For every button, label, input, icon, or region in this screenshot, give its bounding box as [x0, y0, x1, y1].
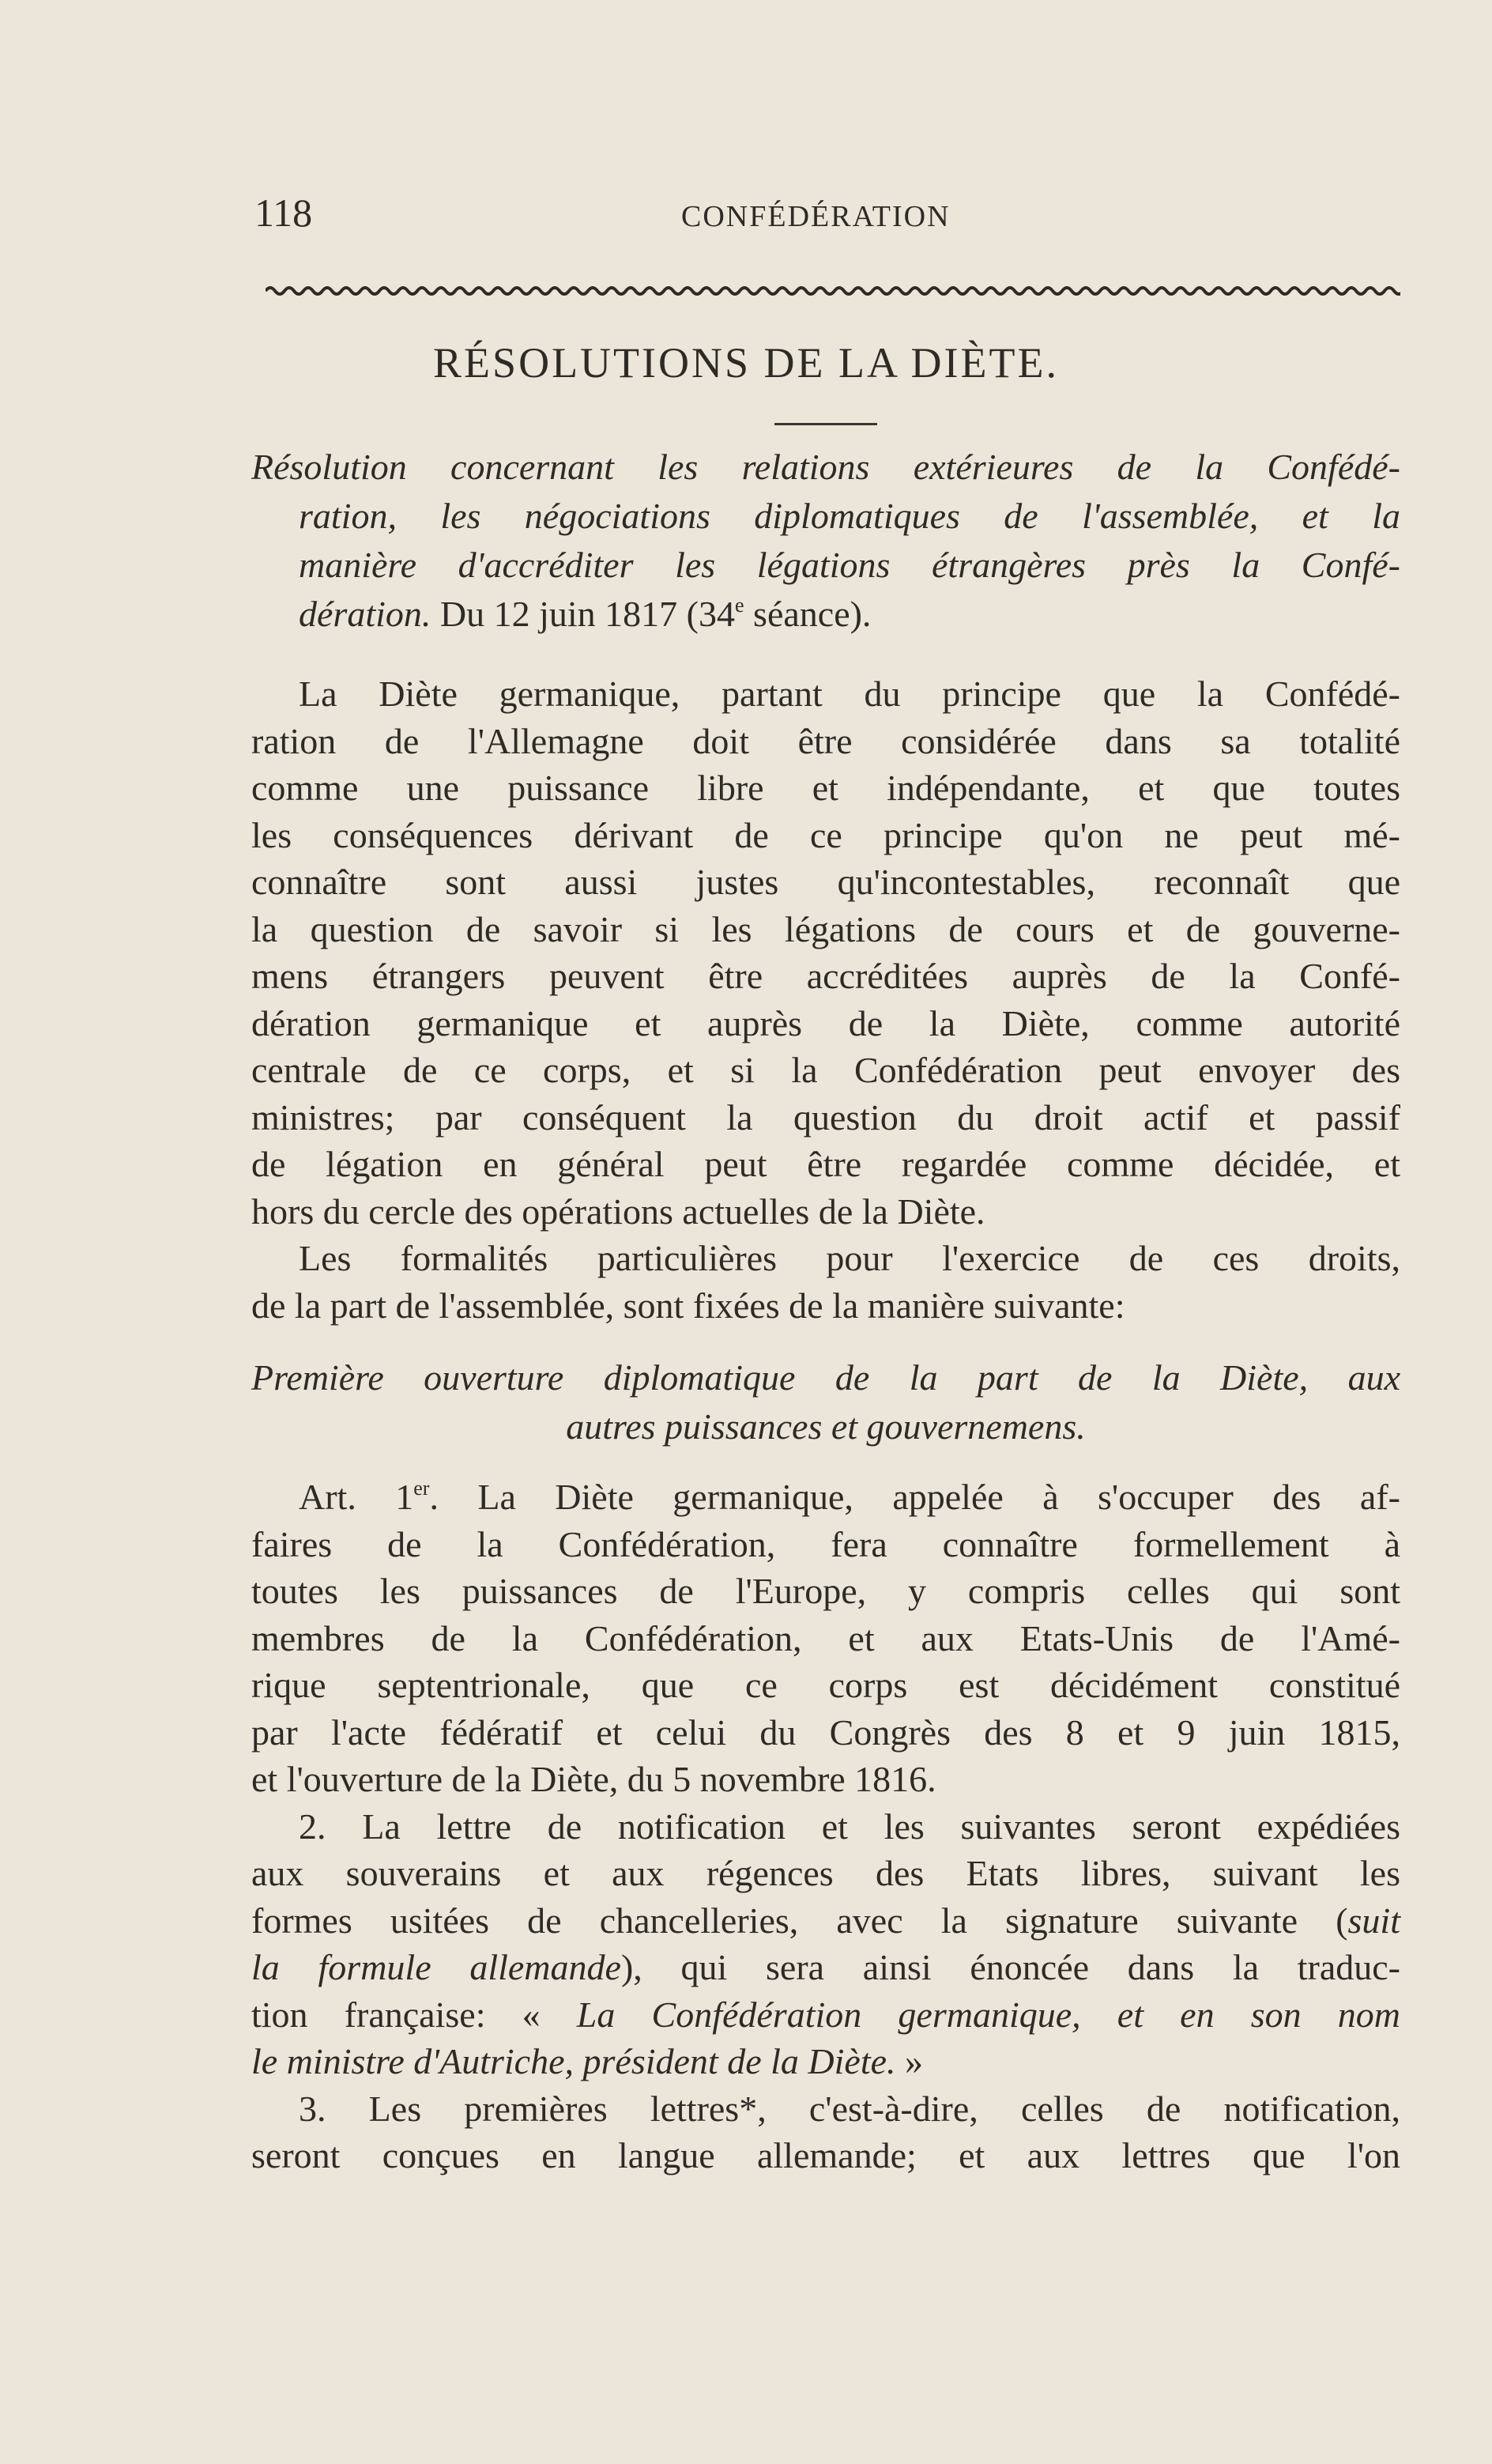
- italic-fragment: la formule allemande: [251, 1947, 621, 1987]
- text-line: connaître sont aussi justes qu'incontestables, reconnaît que: [251, 862, 1400, 902]
- text-line: 2. La lettre de notification et les suivantes seront expédiées: [299, 1806, 1400, 1847]
- heading-line: manière d'accréditer les légations étrangères près la Confé-: [299, 545, 1400, 585]
- text-line: hors du cercle des opérations actuelles de la Diète.: [251, 1190, 985, 1232]
- text-line: la question de savoir si les légations de cours et de gouverne-: [251, 908, 1400, 949]
- italic-fragment: La Confédération germanique, et en son nom: [576, 1994, 1400, 2035]
- text-line: ministres; par conséquent la question du droit actif et passif: [251, 1096, 1400, 1138]
- heading-line: Résolution concernant les relations extérieures de la Confédé-: [251, 447, 1400, 487]
- text-fragment: ), qui sera ainsi énoncée dans la traduc-: [620, 1947, 1400, 1987]
- text-line: de légation en général peut être regardée comme décidée, et: [251, 1144, 1400, 1184]
- page-number: 118: [254, 191, 313, 235]
- title-divider: [774, 423, 877, 425]
- running-head: CONFÉDÉRATION: [681, 200, 951, 233]
- text-fragment: formes usitées de chancelleries, avec la signature suivante (: [251, 1900, 1348, 1941]
- text-line: par l'acte fédératif et celui du Congrès des 8 et 9 juin 1815,: [251, 1711, 1400, 1753]
- text-line: seront conçues en langue allemande; et aux lettres que l'on: [251, 2135, 1400, 2175]
- article-2-line: [251, 1991, 1400, 2039]
- paragraph-main: [251, 670, 1400, 1329]
- heading-italic-word: dération.: [299, 594, 431, 634]
- text-line: dération germanique et auprès de la Diète, comme autorité: [251, 1002, 1400, 1043]
- text-line: faires de la Confédération, fera connaître formellement à: [251, 1523, 1400, 1564]
- text-line: La Diète germanique, partant du principe que la Confédé-: [299, 674, 1400, 714]
- text-line: Les formalités particulières pour l'exercice de ces droits,: [299, 1238, 1400, 1278]
- text-fragment: »: [895, 2041, 924, 2081]
- text-line: 3. Les premières lettres*, c'est-à-dire, celles de notification,: [299, 2088, 1400, 2129]
- text-line: centrale de ce corps, et si la Confédération peut envoyer des: [251, 1050, 1400, 1090]
- subheading-line: Première ouverture diplomatique de la part de la Diète, aux: [251, 1357, 1400, 1398]
- text-line: comme une puissance libre et indépendante, et que toutes: [251, 768, 1400, 808]
- article-text: . La Diète germanique, appelée à s'occuper des af-: [429, 1477, 1400, 1517]
- article-label: Art. 1: [299, 1477, 414, 1517]
- article-2-line: [251, 2038, 1400, 2085]
- superscript: er: [413, 1477, 430, 1500]
- text-line: les conséquences dérivant de ce principe qu'on ne peut mé-: [251, 814, 1400, 855]
- section-title: RÉSOLUTIONS DE LA DIÈTE.: [433, 339, 1059, 387]
- text-line: ration de l'Allemagne doit être considérée dans sa totalité: [251, 720, 1400, 761]
- text-line: toutes les puissances de l'Europe, y compris celles qui sont: [251, 1571, 1400, 1611]
- text-line: et l'ouverture de la Diète, du 5 novembre 1816.: [251, 1759, 936, 1799]
- article-2-line: [251, 1897, 1400, 1945]
- subheading-line: autres puissances et gouvernemens.: [566, 1406, 1086, 1447]
- text-line: rique septentrionale, que ce corps est décidément constitué: [251, 1665, 1400, 1705]
- heading-date-end: séance).: [744, 594, 872, 634]
- superscript: e: [735, 594, 744, 617]
- articles: [251, 1473, 1400, 2179]
- resolution-heading: [251, 443, 1400, 639]
- wavy-rule-icon: [266, 281, 1400, 300]
- article-1-line: [251, 1473, 1400, 1521]
- page-header: [254, 190, 1400, 253]
- text-line: mens étrangers peuvent être accréditées auprès de la Confé-: [251, 956, 1400, 996]
- italic-fragment: le ministre d'Autriche, président de la Diète.: [251, 2041, 896, 2081]
- text-line: membres de la Confédération, et aux Etats-Unis de l'Amé-: [251, 1617, 1400, 1658]
- text-line: de la part de l'assemblée, sont fixées de la manière suivante:: [251, 1285, 1125, 1326]
- text-fragment: tion française: «: [251, 1994, 577, 2035]
- heading-line: ration, les négociations diplomatiques de l'assemblée, et la: [299, 496, 1400, 536]
- heading-date: Du 12 juin 1817 (34: [431, 594, 735, 634]
- italic-fragment: suit: [1347, 1900, 1400, 1941]
- text-line: aux souverains et aux régences des Etats libres, suivant les: [251, 1853, 1400, 1893]
- heading-line: [251, 590, 1400, 639]
- article-2-line: [251, 1944, 1400, 1991]
- article-subheading: [251, 1353, 1400, 1451]
- decorative-rule: [266, 281, 1400, 300]
